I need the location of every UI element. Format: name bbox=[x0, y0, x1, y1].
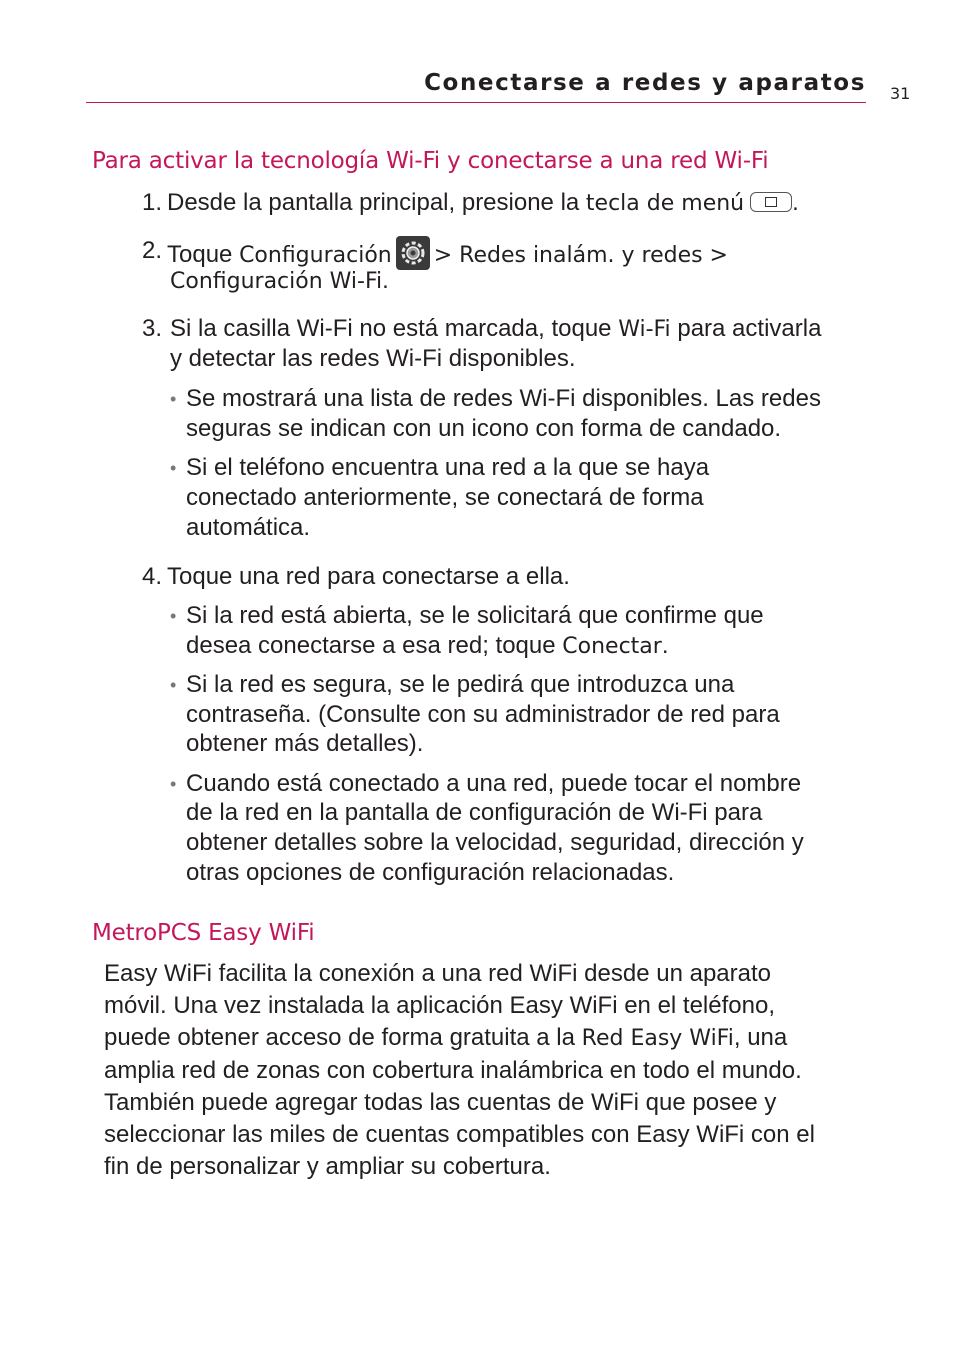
header-divider bbox=[86, 102, 866, 103]
step-4-text: Toque una red para conectarse a ella. bbox=[167, 563, 570, 590]
bullet-mark: • bbox=[170, 458, 177, 478]
step-4-bullet-2-line3: obtener más detalles). bbox=[186, 730, 424, 757]
paragraph-line: fin de personalizar y ampliar su cobertura. bbox=[104, 1153, 551, 1180]
bullet-mark: • bbox=[170, 606, 177, 626]
step-4-bullet-3-line4: otras opciones de configuración relacionadas. bbox=[186, 859, 675, 886]
step-4-bullet-3-line2: de la red en la pantalla de configuración de Wi-Fi para bbox=[186, 799, 763, 826]
step-4-bullet-3-line1: Cuando está conectado a una red, puede tocar el nombre bbox=[186, 770, 802, 797]
step-3-bullet-2-line1: Si el teléfono encuentra una red a la que se haya bbox=[186, 454, 710, 481]
paragraph-line: También puede agregar todas las cuentas de WiFi que posee y bbox=[104, 1089, 777, 1116]
step-4-bullet-1-line2-b: . bbox=[661, 632, 669, 659]
wifi-settings-label: Configuración Wi-Fi bbox=[170, 269, 383, 294]
settings-label: Configuración bbox=[239, 243, 392, 268]
paragraph-line bbox=[104, 1022, 884, 1055]
paragraph-line: Easy WiFi facilita la conexión a una red WiFi desde un aparato bbox=[104, 960, 771, 987]
paragraph-line: móvil. Una vez instalada la aplicación Easy WiFi en el teléfono, bbox=[104, 992, 775, 1019]
step-3-bullet-1-line1: Se mostrará una lista de redes Wi-Fi disponibles. Las redes bbox=[186, 385, 821, 412]
paragraph-line: seleccionar las miles de cuentas compatibles con Easy WiFi con el bbox=[104, 1121, 815, 1148]
easy-wifi-network-label: Red Easy WiFi bbox=[581, 1026, 734, 1051]
paragraph-line-3-b: , una bbox=[733, 1024, 788, 1051]
step-4-bullet-2-line1: Si la red es segura, se le pedirá que introduzca una bbox=[186, 671, 735, 698]
step-4-bullet-3-line3: obtener detalles sobre la velocidad, seguridad, dirección y bbox=[186, 829, 804, 856]
wireless-networks-path: > Redes inalám. y redes > bbox=[433, 243, 728, 268]
section-title-easy-wifi: MetroPCS Easy WiFi bbox=[92, 920, 315, 946]
settings-gear-icon bbox=[396, 236, 430, 270]
step-3-line2: y detectar las redes Wi-Fi disponibles. bbox=[170, 345, 576, 372]
step-1-text-b: . bbox=[792, 189, 799, 216]
step-3-text-b: para activarla bbox=[670, 315, 822, 342]
step-3-bullet-2-line2: conectado anteriormente, se conectará de forma bbox=[186, 484, 704, 511]
running-header: Conectarse a redes y aparatos bbox=[424, 70, 866, 96]
step-2-text-line2 bbox=[170, 266, 389, 297]
menu-key-icon bbox=[750, 192, 792, 212]
step-1-text bbox=[167, 188, 799, 219]
bullet-mark: • bbox=[170, 675, 177, 695]
menu-key-label: tecla de menú bbox=[585, 191, 745, 216]
step-number: 3. bbox=[142, 315, 163, 342]
step-number: 2. bbox=[142, 237, 163, 264]
paragraph-line-3-a: puede obtener acceso de forma gratuita a la bbox=[104, 1024, 582, 1051]
step-4-bullet-1-line1: Si la red está abierta, se le solicitará que confirme que bbox=[186, 602, 764, 629]
bullet-mark: • bbox=[170, 389, 177, 409]
section-title-wifi: Para activar la tecnología Wi-Fi y conectarse a una red Wi-Fi bbox=[92, 148, 769, 174]
step-3-bullet-1-line2: seguras se indican con un icono con forma de candado. bbox=[186, 415, 782, 442]
step-number: 4. bbox=[142, 563, 163, 590]
step-2-text-a: Toque bbox=[167, 241, 240, 268]
paragraph-line: amplia red de zonas con cobertura inalámbrica en todo el mundo. bbox=[104, 1057, 802, 1084]
easy-wifi-paragraph bbox=[104, 958, 884, 1183]
step-number: 1. bbox=[142, 189, 163, 216]
bullet-mark: • bbox=[170, 774, 177, 794]
step-4-bullet-1-line2 bbox=[186, 631, 669, 662]
step-4-bullet-1-line2-a: desea conectarse a esa red; toque bbox=[186, 632, 563, 659]
step-2-text-b: . bbox=[382, 267, 389, 294]
step-4-bullet-2-line2: contraseña. (Consulte con su administrador de red para bbox=[186, 701, 780, 728]
step-1-text-a: Desde la pantalla principal, presione la bbox=[167, 189, 586, 216]
step-3-bullet-2-line3: automática. bbox=[186, 514, 311, 541]
step-3-text-a: Si la casilla Wi-Fi no está marcada, toque bbox=[170, 315, 619, 342]
connect-label: Conectar bbox=[562, 634, 662, 659]
wifi-label: Wi-Fi bbox=[618, 317, 671, 342]
page-number: 31 bbox=[890, 84, 911, 103]
step-3-text bbox=[170, 314, 821, 345]
